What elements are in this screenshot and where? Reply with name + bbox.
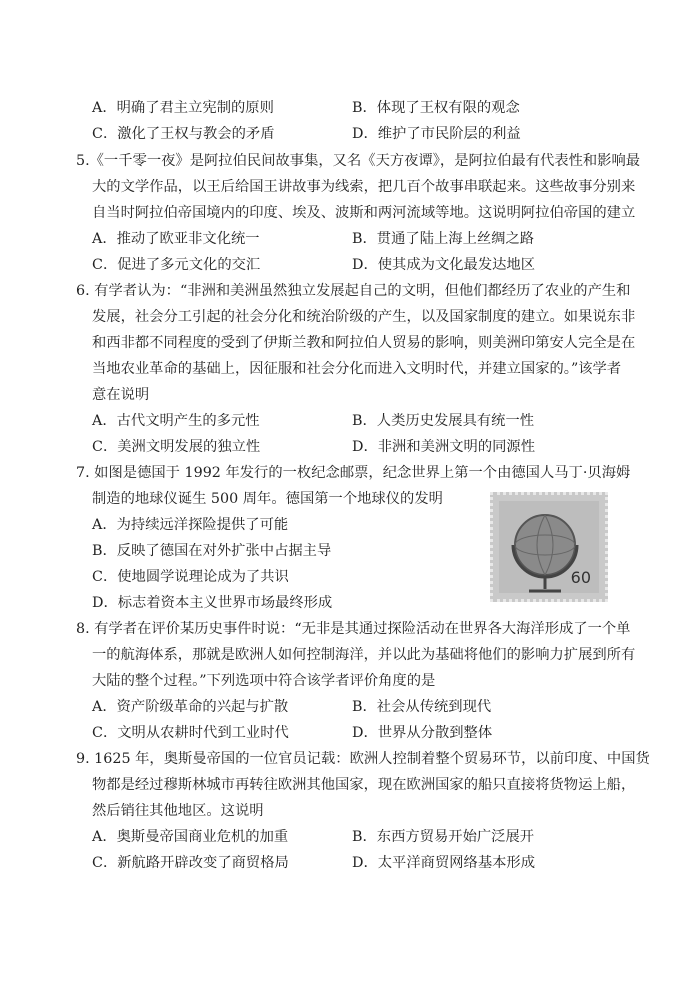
q9-option-a: A．奥斯曼帝国商业危机的加重: [92, 829, 289, 845]
q8-option-c: C．文明从农耕时代到工业时代: [92, 725, 289, 741]
globe-stamp-icon: [499, 501, 599, 593]
q6-stem-line: 发展，社会分工引起的社会分化和统治阶级的产生，以及国家制度的建立。如果说东非: [92, 309, 636, 325]
q4-option-a: A．明确了君主立宪制的原则: [92, 100, 274, 116]
q4-option-d: D．维护了市民阶层的利益: [352, 126, 521, 142]
q7-option-b: B．反映了德国在对外扩张中占据主导: [92, 543, 332, 559]
q8-option-b: B．社会从传统到现代: [352, 699, 492, 715]
q8-option-d: D．世界从分散到整体: [352, 725, 493, 741]
q7-stem-line: 制造的地球仪诞生 500 周年。德国第一个地球仪的发明: [92, 491, 443, 507]
q9-stem-line: 9. 1625 年，奥斯曼帝国的一位官员记载：欧洲人控制着整个贸易环节，以前印度、中国货: [76, 751, 650, 767]
q9-option-d: D．太平洋商贸网络基本形成: [352, 855, 536, 871]
q6-option-a: A．古代文明产生的多元性: [92, 413, 260, 429]
q5-stem-line: 大的文学作品，以王后给国王讲故事为线索，把几百个故事串联起来。这些故事分别来: [92, 179, 636, 195]
q4-option-c: C．激化了王权与教会的矛盾: [92, 126, 275, 142]
q9-option-c: C．新航路开辟改变了商贸格局: [92, 855, 289, 871]
q6-option-b: B．人类历史发展具有统一性: [352, 413, 535, 429]
q7-stem-line: 7. 如图是德国于 1992 年发行的一枚纪念邮票，纪念世界上第一个由德国人马丁·贝海姆: [76, 465, 631, 481]
q9-option-b: B．东西方贸易开始广泛展开: [352, 829, 535, 845]
q5-stem-line: 5.《一千零一夜》是阿拉伯民间故事集，又名《天方夜谭》，是阿拉伯最有代表性和影响最: [76, 153, 641, 169]
globe-stamp-image: [490, 492, 608, 602]
q6-option-c: C．美洲文明发展的独立性: [92, 439, 261, 455]
q8-option-a: A．资产阶级革命的兴起与扩散: [92, 699, 289, 715]
q5-option-d: D．使其成为文化最发达地区: [352, 257, 536, 273]
stamp-value: 60: [570, 568, 591, 587]
q5-option-a: A．推动了欧亚非文化统一: [92, 231, 260, 247]
q7-option-c: C．使地圆学说理论成为了共识: [92, 569, 289, 585]
q7-option-a: A．为持续远洋探险提供了可能: [92, 517, 289, 533]
q9-stem-line: 物都是经过穆斯林城市再转往欧洲其他国家，现在欧洲国家的船只直接将货物运上船，: [92, 777, 636, 793]
q6-stem-line: 和西非都不同程度的受到了伊斯兰教和阿拉伯人贸易的影响，则美洲印第安人完全是在: [92, 335, 636, 351]
q4-option-b: B．体现了王权有限的观念: [352, 100, 520, 116]
q8-stem-line: 8. 有学者在评价某历史事件时说：“无非是其通过探险活动在世界各大海洋形成了一个单: [76, 621, 631, 637]
q6-option-d: D．非洲和美洲文明的同源性: [352, 439, 536, 455]
q5-stem-line: 自当时阿拉伯帝国境内的印度、埃及、波斯和两河流域等地。这说明阿拉伯帝国的建立: [92, 205, 636, 221]
q5-option-b: B．贯通了陆上海上丝绸之路: [352, 231, 535, 247]
q6-stem-line: 意在说明: [92, 387, 150, 403]
q6-stem-line: 6. 有学者认为：“非洲和美洲虽然独立发展起自己的文明，但他们都经历了农业的产生和: [76, 283, 631, 299]
q6-stem-line: 当地农业革命的基础上，因征服和社会分化而进入文明时代，并建立国家的。”该学者: [92, 361, 622, 377]
q8-stem-line: 一的航海体系，那就是欧洲人如何控制海洋，并以此为基础将他们的影响力扩展到所有: [92, 647, 636, 663]
q5-option-c: C．促进了多元文化的交汇: [92, 257, 261, 273]
q8-stem-line: 大陆的整个过程。”下列选项中符合该学者评价角度的是: [92, 673, 436, 689]
q9-stem-line: 然后销往其他地区。这说明: [92, 803, 264, 819]
q7-option-d: D．标志着资本主义世界市场最终形成: [92, 595, 333, 611]
